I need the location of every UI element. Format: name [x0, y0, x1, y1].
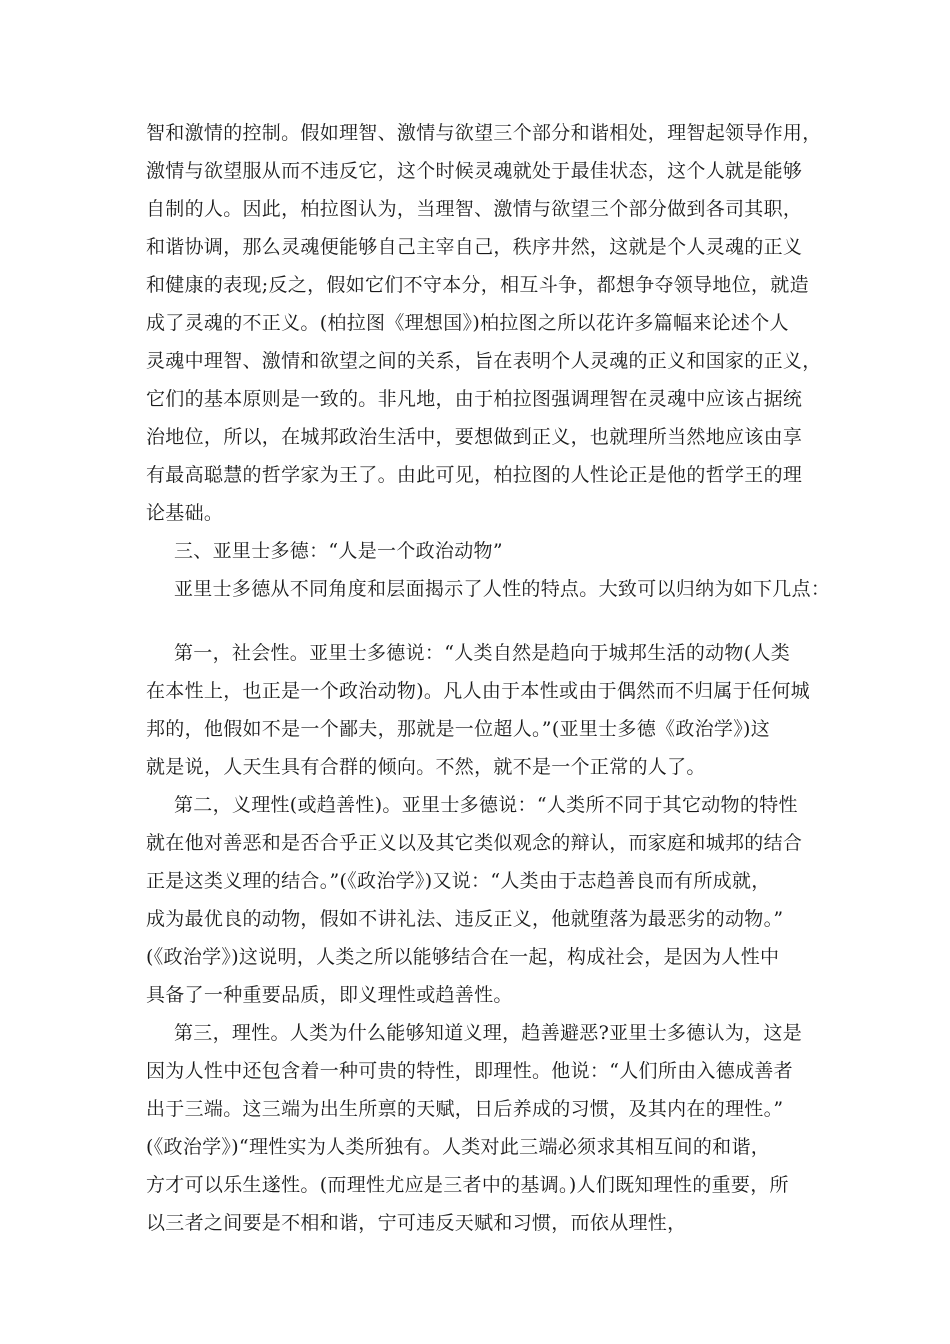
- text-line: 邦的，他假如不是一个鄙夫，那就是一位超人。”(亚里士多德《政治学》)这: [146, 718, 771, 740]
- text-line: (《政治学》)“理性实为人类所独有。人类对此三端必须求其相互间的和谐，: [146, 1136, 771, 1158]
- text-line: 出于三端。这三端为出生所禀的天赋，日后养成的习惯，及其内在的理性。”: [146, 1098, 784, 1120]
- text-line: 激情与欲望服从而不违反它，这个时候灵魂就处于最佳状态，这个人就是能够: [146, 160, 803, 182]
- text-line: 自制的人。因此，柏拉图认为，当理智、激情与欲望三个部分做到各司其职，: [146, 198, 803, 220]
- text-line: 以三者之间要是不相和谐，宁可违反天赋和习惯，而依从理性，: [146, 1212, 687, 1234]
- text-line: 就是说，人天生具有合群的倾向。不然，就不是一个正常的人了。: [146, 756, 706, 778]
- text-line: 有最高聪慧的哲学家为王了。由此可见，柏拉图的人性论正是他的哲学王的理: [146, 464, 803, 486]
- text-line: 就在他对善恶和是否合乎正义以及其它类似观念的辩认，而家庭和城邦的结合: [146, 832, 803, 854]
- text-line: 成了灵魂的不正义。(柏拉图《理想国》)柏拉图之所以花许多篇幅来论述个人: [146, 312, 789, 334]
- text-line: (《政治学》)这说明，人类之所以能够结合在一起，构成社会，是因为人性中: [146, 946, 780, 968]
- text-line: 和健康的表现;反之，假如它们不守本分，相互斗争，都想争夺领导地位，就造: [146, 274, 809, 296]
- text-line: 在本性上，也正是一个政治动物)。凡人由于本性或由于偶然而不归属于任何城: [146, 680, 810, 702]
- text-line: 第三，理性。人类为什么能够知道义理，趋善避恶?亚里士多德认为，这是: [174, 1022, 803, 1044]
- text-line: 成为最优良的动物，假如不讲礼法、违反正义，他就堕落为最恶劣的动物。”: [146, 908, 784, 930]
- text-line: 论基础。: [146, 502, 224, 524]
- text-line: 第二，义理性(或趋善性)。亚里士多德说：“人类所不同于其它动物的特性: [174, 794, 798, 816]
- text-line: 智和激情的控制。假如理智、激情与欲望三个部分和谐相处，理智起领导作用，: [146, 122, 822, 144]
- text-line: 它们的基本原则是一致的。非凡地，由于柏拉图强调理智在灵魂中应该占据统: [146, 388, 803, 410]
- text-line: 具备了一种重要品质，即义理性或趋善性。: [146, 984, 513, 1006]
- text-line: 因为人性中还包含着一种可贵的特性，即理性。他说：“人们所由入德成善者: [146, 1060, 793, 1082]
- text-line: 灵魂中理智、激情和欲望之间的关系，旨在表明个人灵魂的正义和国家的正义，: [146, 350, 822, 372]
- text-line: 和谐协调，那么灵魂便能够自己主宰自己，秩序井然，这就是个人灵魂的正义: [146, 236, 803, 258]
- text-line: 治地位，所以，在城邦政治生活中，要想做到正义，也就理所当然地应该由享: [146, 426, 803, 448]
- text-line: 第一，社会性。亚里士多德说：“人类自然是趋向于城邦生活的动物(人类: [174, 642, 791, 664]
- section-heading: 三、亚里士多德：“人是一个政治动物”: [174, 540, 503, 562]
- text-line: 方才可以乐生遂性。(而理性尤应是三者中的基调。)人们既知理性的重要，所: [146, 1174, 789, 1196]
- text-line: 正是这类义理的结合。”(《政治学》)又说：“人类由于志趋善良而有所成就，: [146, 870, 771, 892]
- text-line: 亚里士多德从不同角度和层面揭示了人性的特点。大致可以归纳为如下几点：: [174, 578, 831, 600]
